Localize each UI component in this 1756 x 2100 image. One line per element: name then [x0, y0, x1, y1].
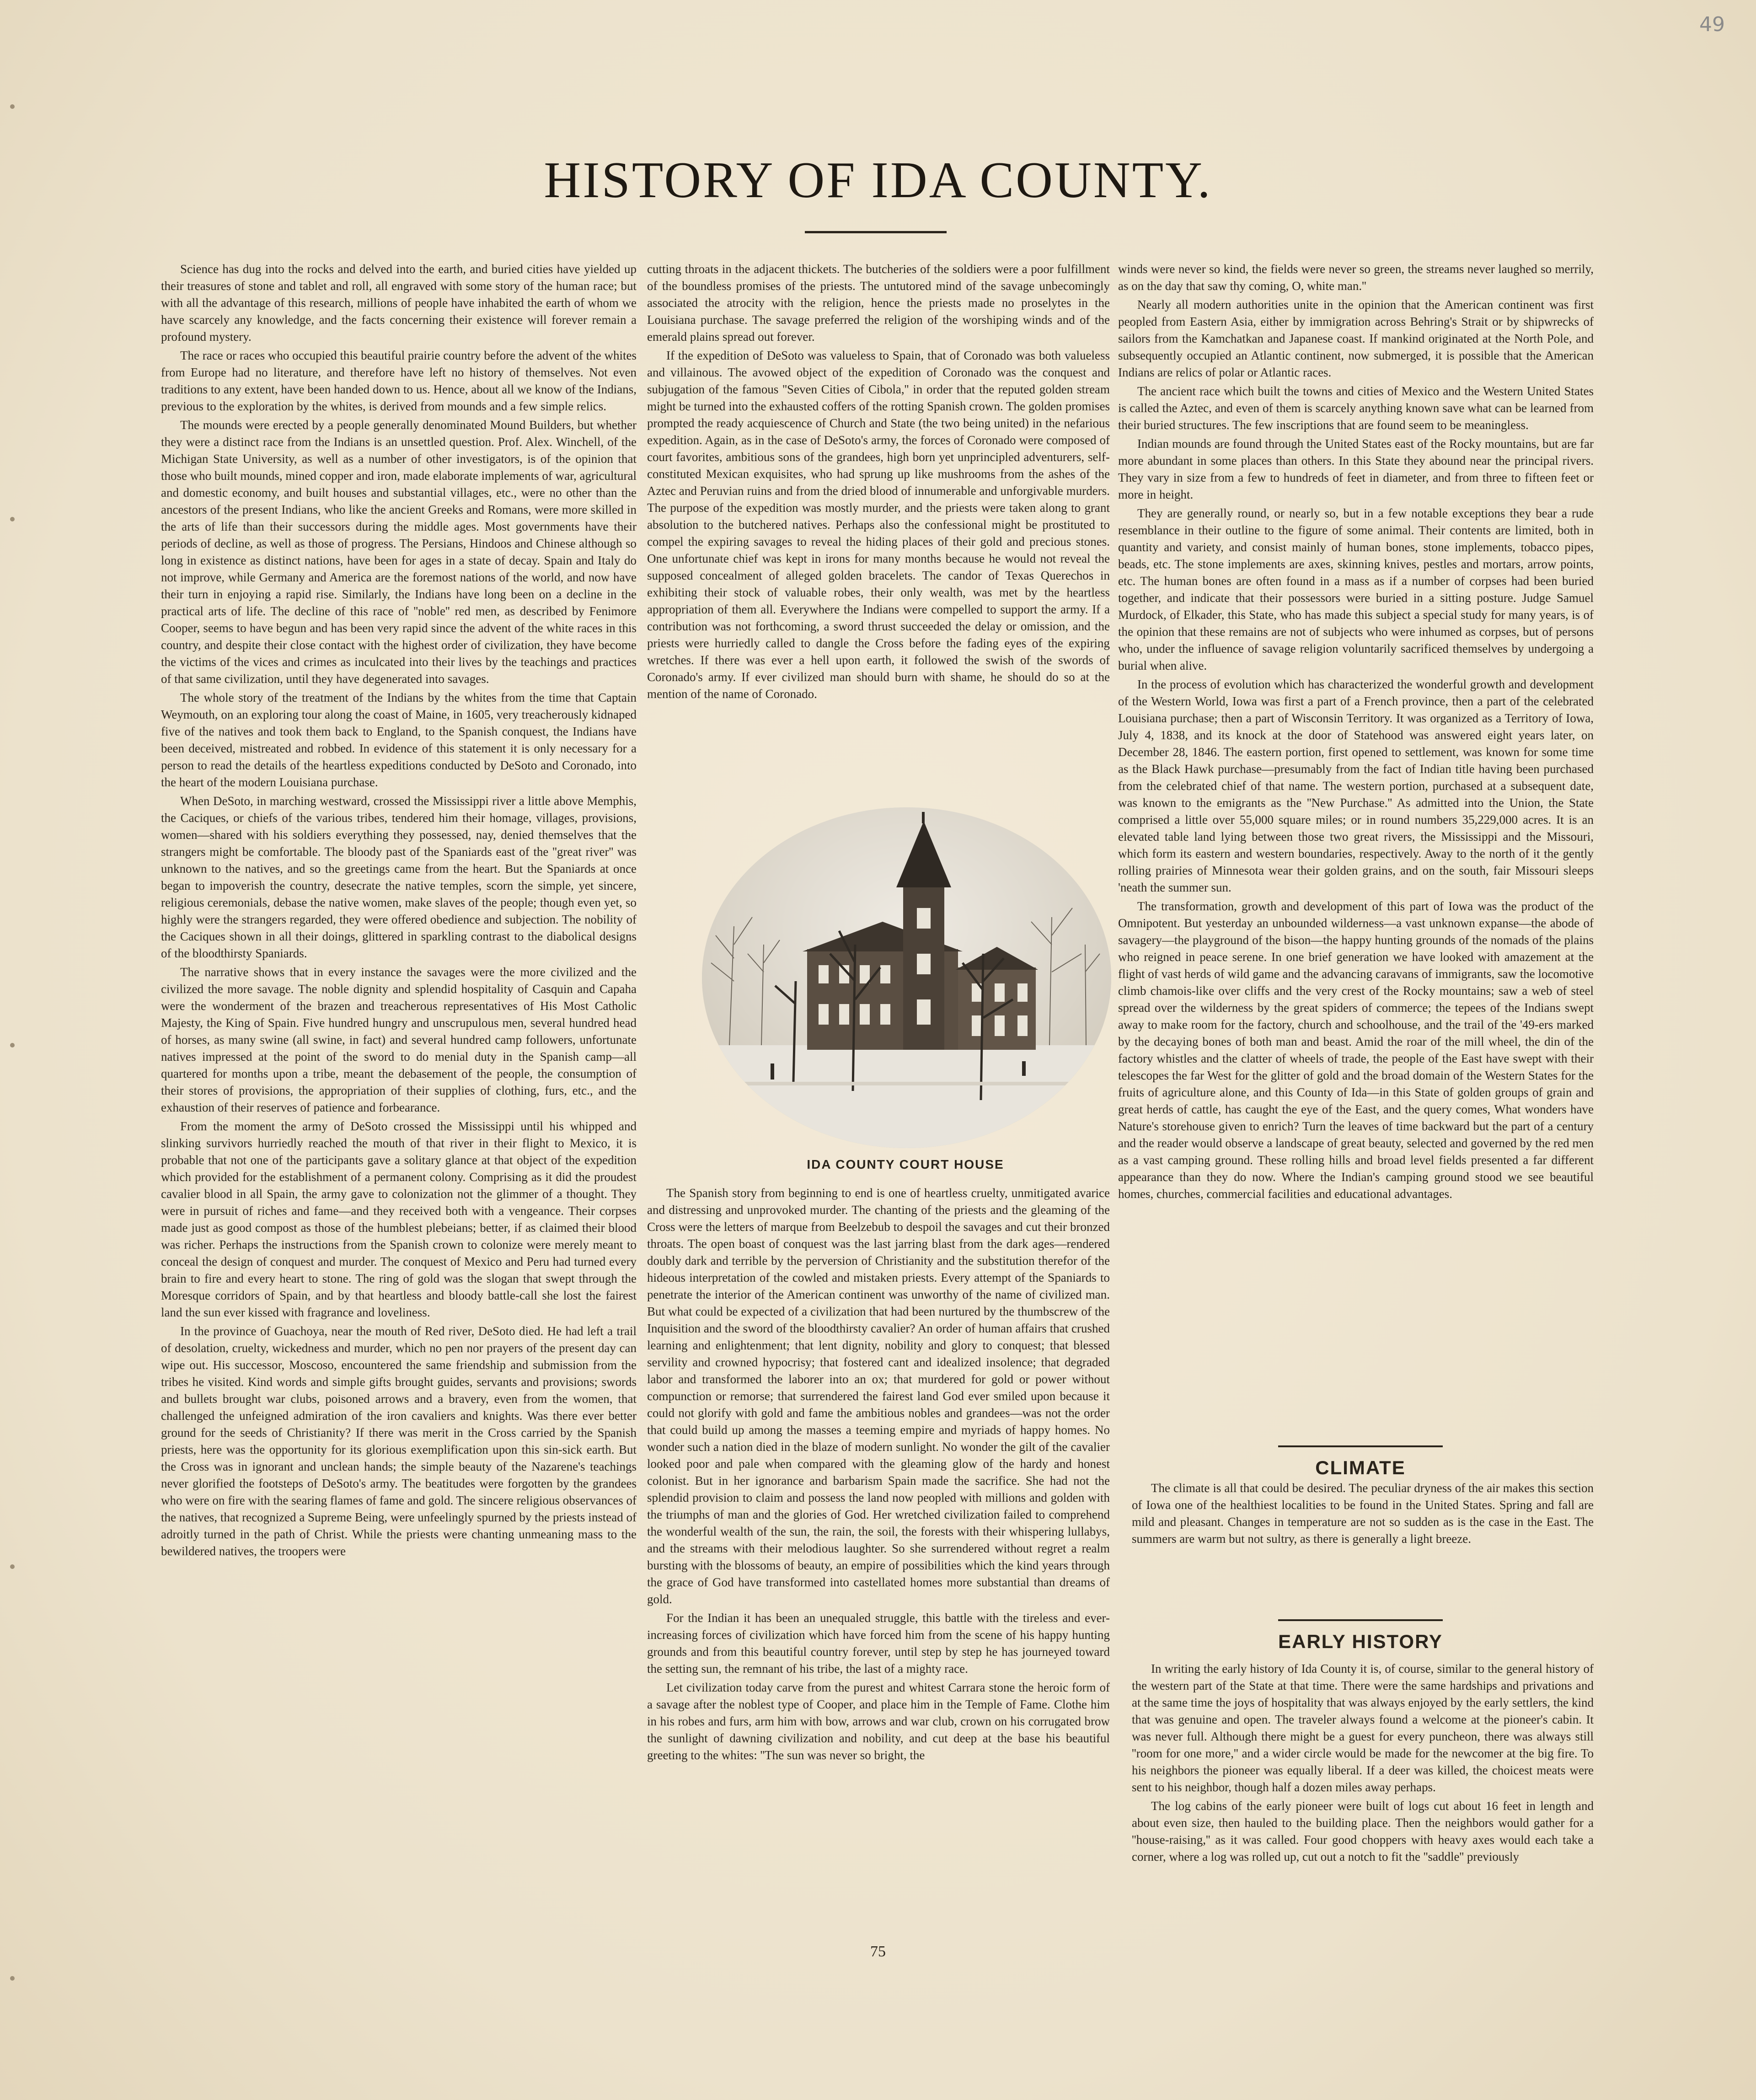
paragraph: From the moment the army of DeSoto crossed the Mississippi until his whipped and slinking survivors hurriedly reached the mouth of that river in their flight to Mexico, it is probable that not one of the participants gave a solitary glance at that object of the expedition which provided for the establishment of a permanent colony. Comprising as it did the proudest cavalier blood in all Spain, the army gave to colonization not the glimmer of a thought. They were in pursuit of riches and fame—and they received both with a vengeance. Their corpses made just as good compost as those of the humblest plebeians; better, if as claimed their blood was richer. Perhaps the instructions from the Spanish crown to colonize were merely meant to conceal the design of conquest and murder. The conquest of Mexico and Peru had turned every brain to fire and every heart to stone. The ring of gold was the slogan that swept through the Moresque corridors of Spain, and by that heartless and bloody battle-call she lost the fairest land the sun ever kissed with fragrance and loveliness. — [161, 1119, 637, 1319]
corner-page-number: 49 — [1699, 13, 1725, 36]
paragraph: The climate is all that could be desired. The peculiar dryness of the air makes this section of Iowa one of the healthiest localities to be found in the United States. Spring and fall are mild and pleasant. Changes in temperature are not so sudden as is the case in the East. The summers are warm but not sultry, as there is generally a light breeze. — [1132, 1481, 1594, 1546]
paragraph: For the Indian it has been an unequaled struggle, this battle with the tireless and ever-increasing forces of civilization which have forced him from the scene of his happy hunting grounds and from this beautiful country forever, until step by step he has journeyed toward the setting sun, the remnant of his tribe, the last of a mighty race. — [647, 1611, 1110, 1676]
left-column — [161, 261, 637, 1880]
paragraph: In the process of evolution which has characterized the wonderful growth and development of the Western World, Iowa was first a part of a French province, then a part of the celebrated Louisiana purchase; then a part of Wisconsin Territory. It was organized as a Territory of Iowa, July 4, 1838, and its knock at the door of Statehood was answered eight years later, on December 28, 1846. The eastern portion, first opened to settlement, was known for some time as the Black Hawk purchase—presumably from the fact of Indian title having been purchased from the celebrated chief of that name. The western portion, purchased at a subsequent date, was known to the emigrants as the ''New Purchase.'' As admitted into the Union, the State comprised a little over 55,000 square miles; or in round numbers 35,229,000 acres. It is an elevated table land lying between those two great rivers, the Mississippi and the Missouri, which form its eastern and western boundaries, respectively. Away to the north of it the gently rolling prairies of Minnesota wear their golden grains, and on the south, fair Missouri sleeps 'neath the summer sun. — [1118, 677, 1594, 894]
middle-column-bottom — [647, 1185, 1110, 1880]
paragraph: In the province of Guachoya, near the mouth of Red river, DeSoto died. He had left a trail of desolation, cruelty, wickedness and murder, which no pen nor prayers of the present day can wipe out. His successor, Moscoso, encountered the same friendship and submission from the tribes he visited. Kind words and simple gifts brought guides, servants and provisions; swords and bullets brought war clubs, poisoned arrows and a bravery, even from the women, that challenged the unfeigned admiration of the iron cavaliers and knights. Was there ever better ground for the seeds of Christianity? If there was merit in the Cross carried by the Spanish priests, here was the opportunity for its glorious exemplification upon this sin-sick earth. But the Cross was in ignorant and unclean hands; the simple beauty of the Nazarene's teachings never glorified the footsteps of DeSoto's army. The beatitudes were forgotten by the grandees who were on fire with the searing flames of fame and gold. The sincere religious observances of the natives, that recognized a Supreme Being, were unfeelingly spurned by the priests instead of adroitly turned in the path of Christ. While the priests were chanting unmeaning mass to the bewildered natives, the troopers were — [161, 1324, 637, 1558]
binding-mark — [10, 1976, 15, 1981]
right-column — [1118, 261, 1594, 1432]
paragraph: If the expedition of DeSoto was valueless to Spain, that of Coronado was both valueless and villainous. The avowed object of the expedition of Coronado was the conquest and subjugation of the famous ''Seven Cities of Cibola,'' in order that the reputed golden stream might be turned into the exhausted coffers of the rotting Spanish crown. The golden promises prompted the ready acquiescence of Church and State (the two being united) in the nefarious expedition. Again, as in the case of DeSoto's army, the forces of Coronado were composed of court favorites, ambitious sons of the grandees, high born yet unprincipled adventurers, self-constituted Mexican exquisites, who had sprung up like mushrooms from the ashes of the Aztec and Peruvian ruins and from the dried blood of innumerable and unforgivable murders. The purpose of the expedition was mostly murder, and the priests were taken along to grant absolution to the butchered natives. Perhaps also the confessional might be prostituted to compel the expiring savages to reveal the hiding places of their gold and precious stones. One unfortunate chief was kept in irons for many months because he would not reveal the supposed concealment of alleged golden bracelets. The candor of Texas Querechos in exhibiting their stock of valuable robes, their only wealth, was met by the heartless appropriation of them all. Everywhere the Indians were compelled to support the army. If a contribution was not forthcoming, a sword thrust succeeded the delay or omission, and the priests were hurriedly called to dangle the Cross before the fading eyes of the expiring wretches. If there was ever a hell upon earth, it followed the swish of the swords of Coronado's army. If ever civilized man should burn with shame, he should do so at the mention of the name of Coronado. — [647, 349, 1110, 701]
paragraph: Science has dug into the rocks and delved into the earth, and buried cities have yielded up their treasures of stone and tablet and roll, all engraved with some story of the human race; but with all the advantage of this research, millions of people have inhabited the earth of whom we have scarcely any knowledge, and the facts concerning their existence will forever remain a profound mystery. — [161, 262, 637, 344]
paragraph: The ancient race which built the towns and cities of Mexico and the Western United States is called the Aztec, and even of them is scarcely anything known save what can be learned from their buried structures. The few inscriptions that are found seem to be meaningless. — [1118, 384, 1594, 432]
section-heading-climate: CLIMATE — [1315, 1457, 1406, 1478]
paragraph: The mounds were erected by a people generally denominated Mound Builders, but whether they were a distinct race from the Indians is an unsettled question. Prof. Alex. Winchell, of the Michigan State University, as well as a number of other investigators, is of the opinion that those who built mounds, mined copper and iron, made elaborate implements of war, agricultural and domestic economy, and built houses and substantial villages, etc., were no other than the ancestors of the present Indians, who like the ancient Greeks and Romans, were more skilled in the arts of life than their successors during the middle ages. Most governments have their periods of decline, as well as those of progress. The Persians, Hindoos and Chinese although so long in existence as distinct nations, have been for ages in a state of decay. Spain and Italy do not improve, while Germany and America are the foremost nations of the world, and now have their turn in enjoying a rapid rise. Similarly, the Indians have long been on a decline in the practical arts of life. The decline of this race of ''noble'' red men, as described by Fenimore Cooper, seems to have begun and has been very rapid since the advent of the white races in this country, and despite their close contact with the highest order of civilization, they have become the victims of the vices and crimes as inculcated into their lives by the teachings and practices of that same civilization, until they have degenerated into savages. — [161, 418, 637, 686]
climate-text — [1132, 1480, 1594, 1571]
paragraph: winds were never so kind, the fields were never so green, the streams never laughed so merrily, as on the day that saw thy coming, O, white man.'' — [1118, 262, 1594, 293]
paragraph: The whole story of the treatment of the Indians by the whites from the time that Captain Weymouth, on an exploring tour along the coast of Maine, in 1605, very treacherously kidnaped five of the natives and took them back to England, to the Spanish conquest, the Indians have been deceived, mistreated and robbed. In evidence of this statement it is only necessary for a person to read the details of the heartless expeditions conducted by DeSoto and Coronado, into the heart of the modern Louisiana purchase. — [161, 691, 637, 789]
binding-mark — [10, 1043, 15, 1047]
section-rule — [1278, 1445, 1443, 1447]
paragraph: The transformation, growth and development of this part of Iowa was the product of the Omnipotent. But yesterday an unbounded wilderness—a vast unknown expanse—the abode of savagery—the playground of the bison—the happy hunting grounds of the nomads of the plains who reigned in peace serene. In one brief generation we have looked with amazement at the flight of vast herds of wild game and the advancing caravans of immigrants, saw the locomotive climb chamois-like over cliffs and the very crest of the Rocky mountains; saw a web of steel spread over the wilderness by the great spiders of commerce; the tepees of the Indians swept away to make room for the factory, church and schoolhouse, and the trail of the '49-ers marked by the decaying bones of both man and beast. Amid the roar of the mill wheel, the din of the factory whistles and the clatter of wheels of trade, the people of the East have swept with their telescopes the far West for the glitter of gold and the broad domain of the Western States for the fruits of agriculture alone, and this County of Ida—in this State of golden groups of grain and great herds of cattle, has caught the eye of the East, and the query comes, What wonders have Nature's storehouse given to enrich? Turn the leaves of time backward but the part of a century and the reader would observe a landscape of great beauty, selected and governed by the red men as a vast camping ground. These rolling hills and broad level fields presented a far different appearance than they do now. Where the Indian's camping ground stood we see beautiful homes, churches, commercial facilities and educational advantages. — [1118, 899, 1594, 1201]
title-rule — [805, 231, 947, 233]
paragraph: The race or races who occupied this beautiful prairie country before the advent of the whites from Europe had no literature, and therefore have left no history of themselves. Not even traditions to any extent, have been handed down to us. Hence, about all we know of the Indians, previous to the exploration by the whites, is derived from mounds and a few simple relics. — [161, 349, 637, 413]
early-history-text — [1132, 1660, 1594, 1880]
paragraph: The narrative shows that in every instance the savages were the more civilized and the civilized the more savage. The noble dignity and splendid hospitality of Casquin and Capaha were the wonderment of the brazen and treacherous representatives of His Most Catholic Majesty, the King of Spain. Five hundred hungry and unscrupulous men, several hundred head of horses, as many swine (all swine, in fact) and several hundred camp followers, unfortunate natives impressed at the point of the sword to do menial duty in the Spanish camp—all quartered for months upon a tribe, meant the debasement of the people, the consumption of their stores of provisions, the appropriation of their supplies of clothing, furs, etc., and the exhaustion of their reserves of patience and forbearance. — [161, 965, 637, 1114]
court-house-illustration — [702, 807, 1111, 1148]
paragraph: The log cabins of the early pioneer were built of logs cut about 16 feet in length and about even size, then hauled to the building place. Then the neighbors would gather for a ''house-raising,'' as it was called. Four good choppers with heavy axes would each take a corner, where a log was rolled up, cut out a notch to fit the ''saddle'' previously — [1132, 1799, 1594, 1864]
paragraph: They are generally round, or nearly so, but in a few notable exceptions they bear a rude resemblance in their outline to the figure of some animal. Their contents are limited, both in quantity and variety, and consist mainly of human bones, stone implements, tobacco pipes, beads, etc. The stone implements are axes, skinning knives, pestles and mortars, arrow points, etc. The human bones are often found in a mass as if a number of corpses had been buried together, and indicate that their possessors were buried in a sitting posture. Judge Samuel Murdock, of Elkader, this State, who has made this subject a special study for many years, is of the opinion that these remains are not of subjects who were inhumed as corpses, but of persons who, under the influence of savage religion voluntarily sacrificed themselves by undergoing a burial when alive. — [1118, 506, 1594, 672]
photo-caption: IDA COUNTY COURT HOUSE — [807, 1157, 1004, 1171]
section-heading-early-history: EARLY HISTORY — [1278, 1631, 1443, 1652]
binding-mark — [10, 1564, 15, 1569]
court-house-photo — [702, 807, 1111, 1148]
binding-mark — [10, 104, 15, 109]
paragraph: Nearly all modern authorities unite in the opinion that the American continent was first peopled from Eastern Asia, either by immigration across Behring's Strait or by shipwrecks of sailors from the Kamchatkan and Japanese coast. If mankind originated at the North Pole, and subsequently occupied an Atlantic continent, now submerged, it is possible that the American Indians are relics of polar or Atlantic races. — [1118, 298, 1594, 379]
paragraph: cutting throats in the adjacent thickets. The butcheries of the soldiers were a poor fulfillment of the boundless promises of the priests. The untutored mind of the savage unbecomingly associated the atrocity with the religion, hence the priests made no proselytes in the Louisiana purchase. The savage preferred the religion of the worshiping winds and of the emerald plains spread out forever. — [647, 262, 1110, 344]
paragraph: Let civilization today carve from the purest and whitest Carrara stone the heroic form of a savage after the noblest type of Cooper, and place him in the Temple of Fame. Clothe him in his robes and furs, arm him with bow, arrows and war club, crown on his corrugated brow the sunlight of dawning civilization and nobility, and cut deep at the base his beautiful greeting to the whites: ''The sun was never so bright, the — [647, 1681, 1110, 1762]
paragraph: In writing the early history of Ida County it is, of course, similar to the general history of the western part of the State at that time. There were the same hardships and privations and at the same time the joys of hospitality that was always enjoyed by the early settlers, the kind that was genuine and open. The traveler always found a welcome at the pioneer's cabin. It was never full. Although there might be a guest for every puncheon, there was always still ''room for one more,'' and a wider circle would be made for the newcomer at the big fire. To his neighbors the pioneer was equally liberal. If a deer was killed, the choicest meats were sent to his neighbor, though half a dozen miles away perhaps. — [1132, 1662, 1594, 1794]
binding-mark — [10, 517, 15, 521]
section-rule — [1278, 1619, 1443, 1621]
paragraph: When DeSoto, in marching westward, crossed the Mississippi river a little above Memphis, the Caciques, or chiefs of the various tribes, tendered him their homage, villages, provisions, women—shared with his soldiers everything they possessed, nay, denied themselves that the strangers might be comfortable. The bloody past of the Spaniards east of the ''great river'' was unknown to the natives, and so the greetings came from the heart. But the Spaniards at once began to impoverish the country, desecrate the native temples, scorn the simple, yet sincere, religious ceremonials, debase the native women, make slaves of the people; though even yet, so highly were the strangers regarded, they were offered obedience and subjection. The nobility of the Caciques shown in all their doings, glittered in sparkling contrast to the diabolical designs of the bloodthirsty Spaniards. — [161, 794, 637, 960]
page-number: 75 — [870, 1943, 886, 1960]
paragraph: The Spanish story from beginning to end is one of heartless cruelty, unmitigated avarice and distressing and unprovoked murder. The chanting of the priests and the gleaming of the Cross were the letters of marque from Beelzebub to despoil the savages and cut their bronzed throats. The open boast of conquest was the last jarring blast from the dark ages—rendered doubly dark and terrible by the perversion of Christianity and the substitution therefor of the hideous interpretation of the cowled and mistaken priests. Every attempt of the Spaniards to penetrate the interior of the American continent was unworthy of the name of civilized man. But what could be expected of a civilization that had been nurtured by the thumbscrew of the Inquisition and the sword of the bloodthirsty cavalier? An order of human affairs that crushed learning and enlightenment; that lent dignity, nobility and glory to conquest; that blessed servility and crowned hypocrisy; that fostered cant and idealized insolence; that degraded labor and transformed the laborer into an ox; that murdered for gold or power without compunction or remorse; that surrendered the fairest land God ever smiled upon because it could not glorify with gold and fame the ambitious nobles and grandees—was not the order that could build up among the masses a teeming empire and myriads of happy homes. No wonder such a nation died in the blaze of modern sunlight. No wonder the gilt of the cavalier looked poor and pale when compared with the gleaming glow of the hardy and honest colonist. But in her ignorance and barbarism Spain made the sacrifice. She had not the splendid provision to claim and possess the land now peopled with millions and golden with the triumphs of man and the glories of God. Her wretched civilization failed to comprehend the wonderful wealth of the sun, the rain, the soil, the forests with their whispering lullabys, and the streams with their melodious laughter. So she surrendered without regret a realm bursting with the blossoms of beauty, an empire of possibilities which the kind years through the grace of God have transformed into castellated homes more substantial than dreams of gold. — [647, 1186, 1110, 1606]
middle-column-top — [647, 261, 1110, 782]
page-title: HISTORY OF IDA COUNTY. — [544, 152, 1212, 209]
paragraph: Indian mounds are found through the United States east of the Rocky mountains, but are far more abundant in some places than others. In this State they abound near the principal rivers. They vary in size from a few to hundreds of feet in diameter, and from three to fifteen feet or more in height. — [1118, 437, 1594, 501]
